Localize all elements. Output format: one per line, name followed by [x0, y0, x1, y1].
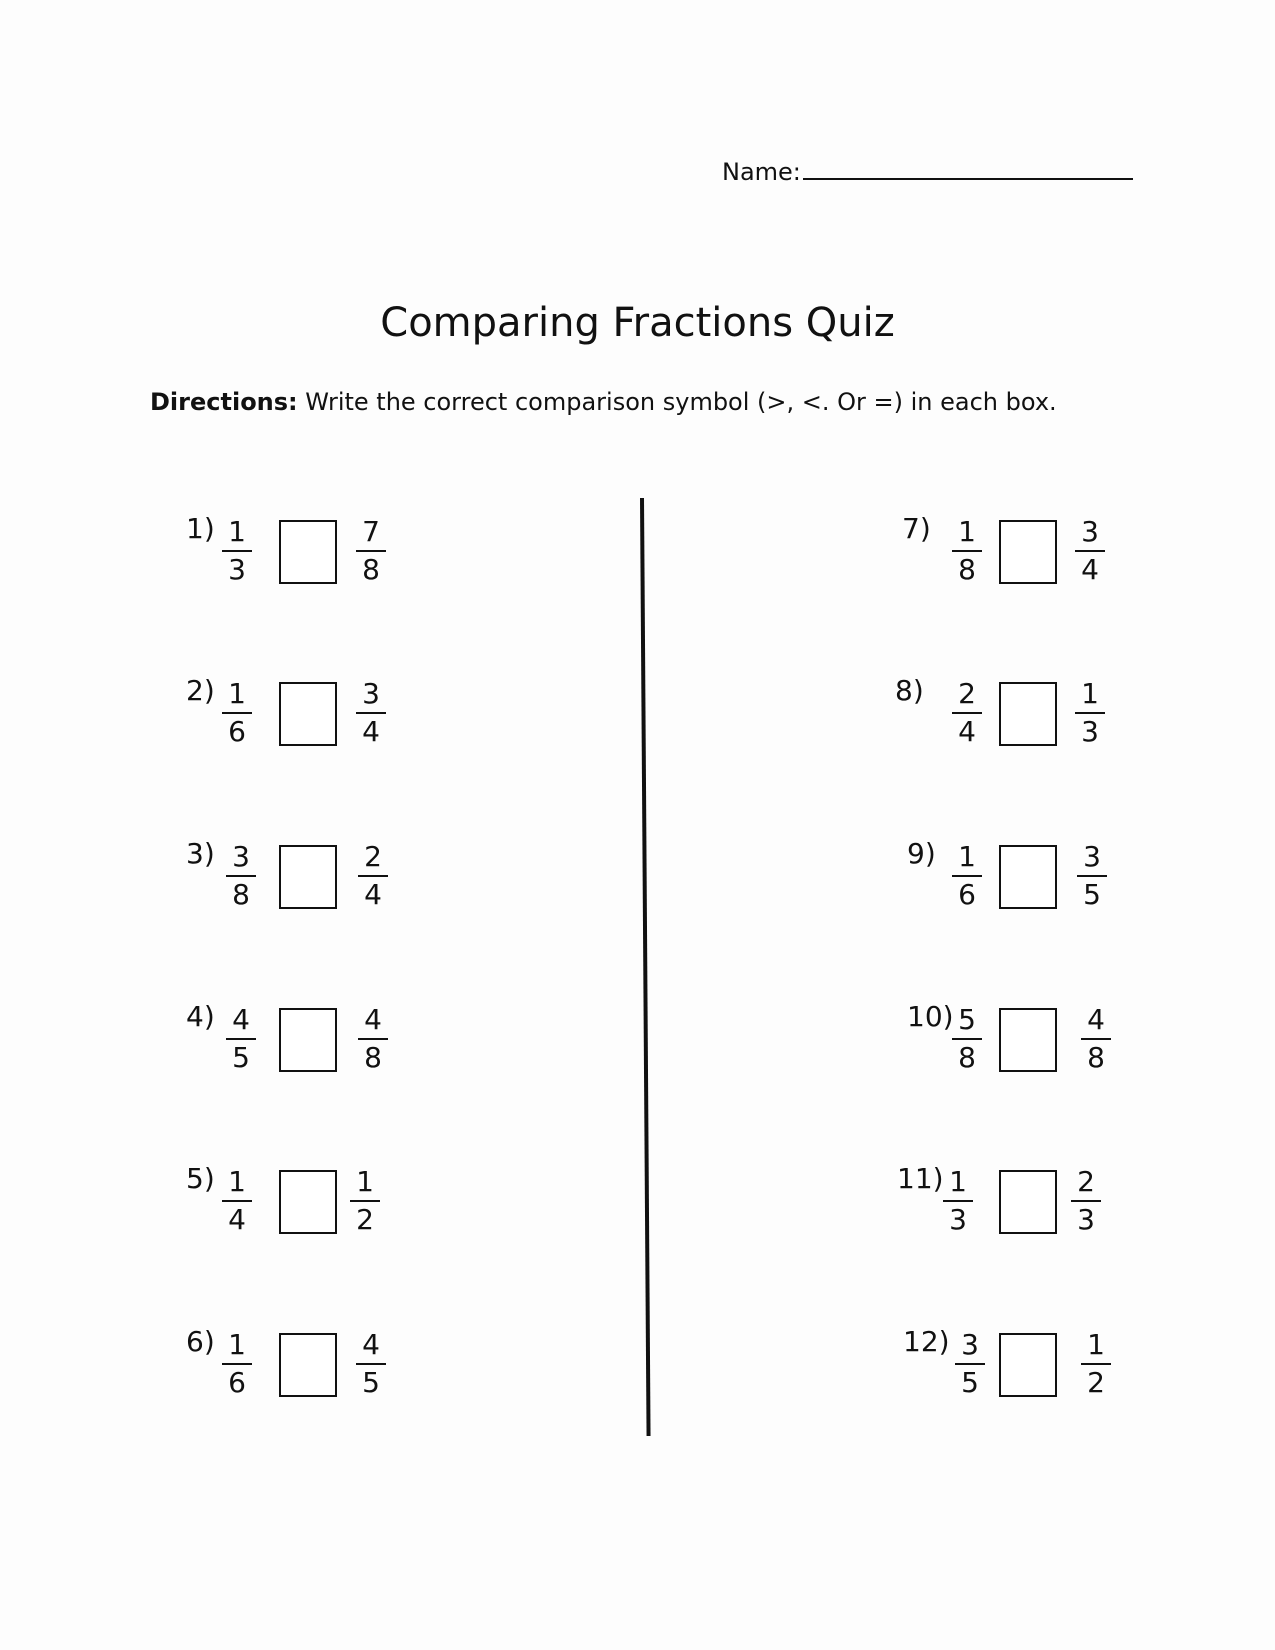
denominator: 4 [228, 1203, 246, 1236]
answer-box[interactable] [279, 520, 337, 584]
numerator: 7 [356, 514, 386, 552]
right-fraction [356, 1327, 386, 1403]
denominator: 8 [958, 1041, 976, 1074]
problem-number: 7) [902, 512, 931, 545]
problem-2 [186, 662, 486, 752]
problem-12 [895, 1313, 1195, 1403]
numerator: 4 [356, 1327, 386, 1365]
left-fraction [226, 1002, 256, 1078]
problem-number: 1) [186, 512, 215, 545]
problem-number: 9) [907, 837, 936, 870]
denominator: 4 [362, 715, 380, 748]
denominator: 5 [1083, 878, 1101, 911]
right-fraction [1071, 1164, 1101, 1240]
denominator: 5 [362, 1366, 380, 1399]
denominator: 6 [958, 878, 976, 911]
problem-8 [895, 662, 1195, 752]
left-fraction [222, 676, 252, 752]
problem-number: 11) [897, 1162, 944, 1195]
numerator: 1 [222, 1327, 252, 1365]
problem-number: 2) [186, 674, 215, 707]
denominator: 8 [232, 878, 250, 911]
denominator: 6 [228, 1366, 246, 1399]
numerator: 3 [356, 676, 386, 714]
numerator: 1 [222, 514, 252, 552]
directions [150, 388, 1057, 416]
answer-box[interactable] [999, 845, 1057, 909]
left-fraction [952, 839, 982, 915]
name-field-row [722, 152, 1133, 186]
answer-box[interactable] [279, 845, 337, 909]
numerator: 1 [222, 676, 252, 714]
denominator: 2 [1087, 1366, 1105, 1399]
numerator: 4 [226, 1002, 256, 1040]
directions-text: Write the correct comparison symbol (>, <. Or =) in each box. [305, 388, 1057, 416]
denominator: 3 [228, 553, 246, 586]
problem-number: 12) [903, 1325, 950, 1358]
right-fraction [1077, 839, 1107, 915]
problem-4 [186, 988, 486, 1078]
answer-box[interactable] [999, 520, 1057, 584]
left-fraction [222, 514, 252, 590]
right-fraction [358, 839, 388, 915]
denominator: 3 [949, 1203, 967, 1236]
left-fraction [222, 1164, 252, 1240]
right-fraction [356, 514, 386, 590]
right-fraction [1075, 514, 1105, 590]
problem-11 [895, 1150, 1195, 1240]
problem-number: 6) [186, 1325, 215, 1358]
denominator: 4 [958, 715, 976, 748]
numerator: 1 [943, 1164, 973, 1202]
numerator: 1 [1075, 676, 1105, 714]
problem-9 [895, 825, 1195, 915]
answer-box[interactable] [279, 1170, 337, 1234]
right-fraction [1081, 1002, 1111, 1078]
denominator: 3 [1077, 1203, 1095, 1236]
name-blank-line[interactable] [803, 152, 1133, 180]
numerator: 2 [1071, 1164, 1101, 1202]
problem-5 [186, 1150, 486, 1240]
numerator: 1 [222, 1164, 252, 1202]
problem-number: 10) [907, 1000, 954, 1033]
page-title: Comparing Fractions Quiz [380, 300, 895, 346]
denominator: 8 [1087, 1041, 1105, 1074]
right-fraction [1081, 1327, 1111, 1403]
problem-10 [895, 988, 1195, 1078]
problem-number: 3) [186, 837, 215, 870]
denominator: 5 [232, 1041, 250, 1074]
numerator: 1 [952, 514, 982, 552]
answer-box[interactable] [999, 1333, 1057, 1397]
left-fraction [222, 1327, 252, 1403]
numerator: 3 [1077, 839, 1107, 877]
denominator: 4 [1081, 553, 1099, 586]
numerator: 5 [952, 1002, 982, 1040]
numerator: 2 [358, 839, 388, 877]
numerator: 1 [952, 839, 982, 877]
left-fraction [943, 1164, 973, 1240]
denominator: 8 [958, 553, 976, 586]
right-fraction [350, 1164, 380, 1240]
numerator: 4 [358, 1002, 388, 1040]
left-fraction [952, 514, 982, 590]
left-fraction [955, 1327, 985, 1403]
directions-label: Directions: [150, 388, 298, 416]
numerator: 3 [226, 839, 256, 877]
denominator: 3 [1081, 715, 1099, 748]
answer-box[interactable] [279, 682, 337, 746]
problem-1 [186, 500, 486, 590]
right-fraction [358, 1002, 388, 1078]
left-fraction [952, 676, 982, 752]
left-fraction [226, 839, 256, 915]
denominator: 8 [362, 553, 380, 586]
numerator: 3 [955, 1327, 985, 1365]
problem-7 [895, 500, 1195, 590]
problem-number: 4) [186, 1000, 215, 1033]
denominator: 6 [228, 715, 246, 748]
problem-number: 8) [895, 674, 924, 707]
right-fraction [356, 676, 386, 752]
name-label: Name: [722, 158, 801, 186]
problem-3 [186, 825, 486, 915]
numerator: 1 [350, 1164, 380, 1202]
answer-box[interactable] [279, 1008, 337, 1072]
column-divider [640, 498, 651, 1436]
answer-box[interactable] [279, 1333, 337, 1397]
right-fraction [1075, 676, 1105, 752]
denominator: 5 [961, 1366, 979, 1399]
answer-box[interactable] [999, 1170, 1057, 1234]
numerator: 2 [952, 676, 982, 714]
left-fraction [952, 1002, 982, 1078]
problem-6 [186, 1313, 486, 1403]
denominator: 4 [364, 878, 382, 911]
answer-box[interactable] [999, 682, 1057, 746]
denominator: 8 [364, 1041, 382, 1074]
numerator: 1 [1081, 1327, 1111, 1365]
numerator: 3 [1075, 514, 1105, 552]
denominator: 2 [356, 1203, 374, 1236]
answer-box[interactable] [999, 1008, 1057, 1072]
problem-number: 5) [186, 1162, 215, 1195]
numerator: 4 [1081, 1002, 1111, 1040]
